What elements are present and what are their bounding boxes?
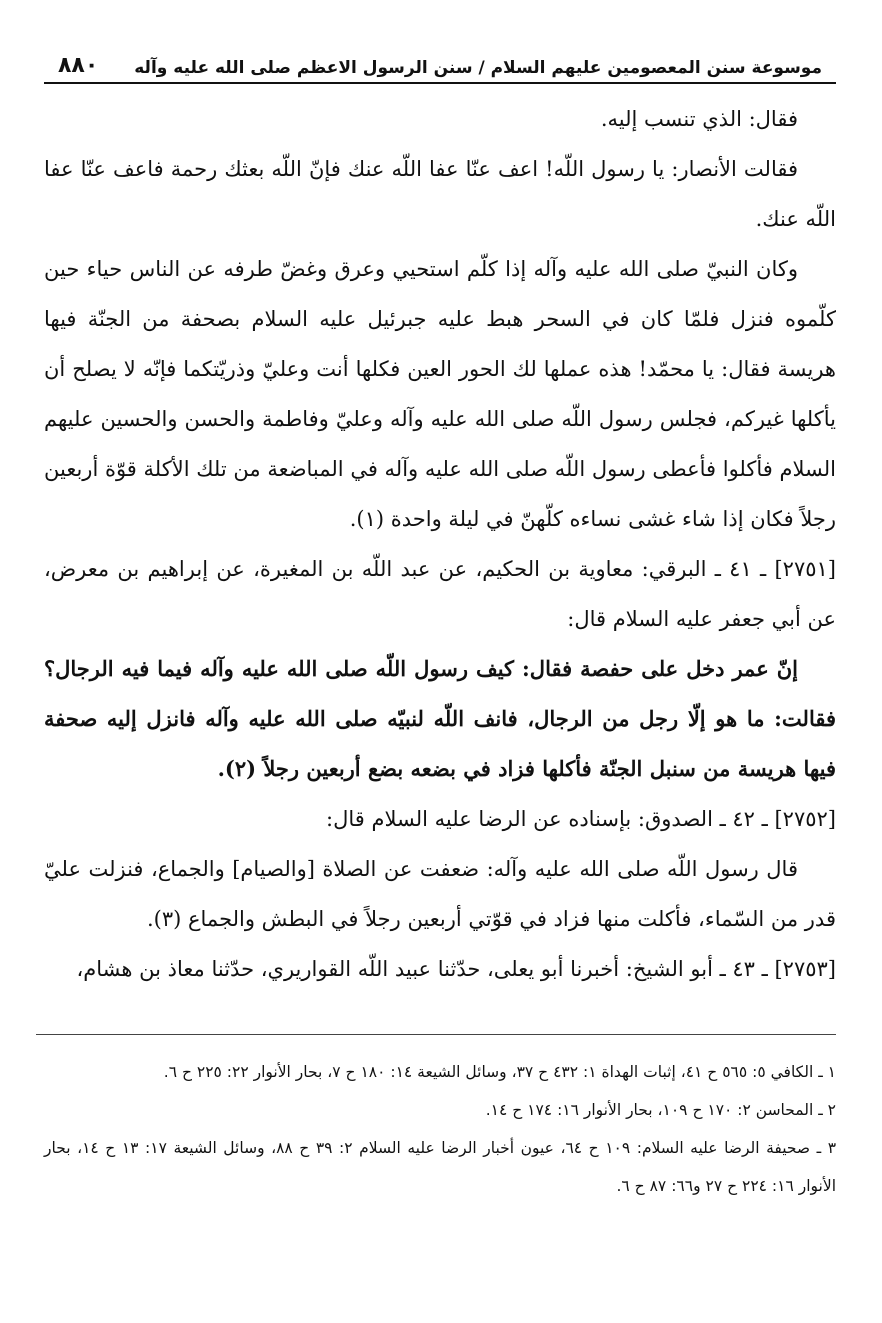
- footnote: ١ ـ الكافي ٥: ٥٦٥ ح ٤١، إثبات الهداة ١: ٤٣٢ ح ٣٧، وسائل الشيعة ١٤: ١٨٠ ح ٧، بحار الأنوار ٢٢: ٢٢٥ ح ٦.: [163, 1063, 836, 1081]
- footnotes: [44, 1053, 836, 1205]
- main-text: [44, 94, 836, 994]
- running-title: موسوعة سنن المعصومين عليهم السلام / سنن الرسول الاعظم صلى الله عليه وآله: [134, 58, 822, 78]
- paragraph: فقالت الأنصار: يا رسول اللّه! اعف عنّا عفا اللّه عنك فإنّ اللّه بعثك رحمة فاعف عنّا عفا اللّه عنك.: [44, 157, 836, 231]
- paragraph: وكان النبيّ صلى الله عليه وآله إذا كلّم استحيي وعرق وغضّ طرفه عن الناس حياء حين كلّموه فنزل فلمّا كان في السحر هبط عليه جبرئيل عليه السلام بصحفة من الجنّة فيها هريسة فقال: يا محمّد! هذه عملها لك الحور العين فكلها أنت وعليّ وذريّتكما فإنّه لا يصلح أن يأكلها غيركم، فجلس رسول اللّه صلى الله عليه وآله وعليّ وفاطمة والحسن والحسين عليهم السلام فأكلوا فأعطى رسول اللّه صلى الله عليه وآله في المباضعة من تلك الأكلة قوّة أربعين رجلاً فكان إذا شاء غشى نساءه كلّهنّ في ليلة واحدة (١).: [44, 257, 836, 531]
- footnote: ٣ ـ صحيفة الرضا عليه السلام: ١٠٩ ح ٦٤، عيون أخبار الرضا عليه السلام ٢: ٣٩ ح ٨٨، وسائل الشيعة ١٧: ١٣ ح ١٤، بحار الأنوار ١٦: ٢٢٤ ح ٢٧ و٦٦: ٨٧ ح ٦.: [44, 1139, 837, 1195]
- footnote-separator: [36, 1034, 836, 1035]
- hadith-heading: [٢٧٥١] ـ ٤١ ـ البرقي: معاوية بن الحكيم، عن عبد اللّه بن المغيرة، عن إبراهيم بن معرض، عن أبي جعفر عليه السلام قال:: [44, 557, 836, 631]
- footnote: ٢ ـ المحاسن ٢: ١٧٠ ح ١٠٩، بحار الأنوار ١٦: ١٧٤ ح ١٤.: [485, 1101, 836, 1119]
- hadith-heading: [٢٧٥٣] ـ ٤٣ ـ أبو الشيخ: أخبرنا أبو يعلى، حدّثنا عبيد اللّه القواريري، حدّثنا معاذ بن هشام،: [76, 957, 836, 981]
- page-header: [44, 34, 836, 84]
- paragraph: فقال: الذي تنسب إليه.: [600, 107, 798, 131]
- page-number: ٨٨٠: [58, 53, 99, 78]
- paragraph: إنّ عمر دخل على حفصة فقال: كيف رسول اللّه صلى الله عليه وآله فيما فيه الرجال؟ فقالت: ما هو إلّا رجل من الرجال، فانف اللّه لنبيّه صلى الله عليه وآله فانزل إليه صحفة فيها هريسة من سنبل الجنّة فأكلها فزاد في بضعه بضع أربعين رجلاً (٢).: [44, 656, 836, 781]
- hadith-heading: [٢٧٥٢] ـ ٤٢ ـ الصدوق: بإسناده عن الرضا عليه السلام قال:: [326, 807, 836, 831]
- paragraph: قال رسول اللّه صلى الله عليه وآله: ضعفت عن الصلاة [والصيام] والجماع، فنزلت عليّ قدر من السّماء، فأكلت منها فزاد في قوّتي أربعين رجلاً في البطش والجماع (٣).: [44, 857, 836, 931]
